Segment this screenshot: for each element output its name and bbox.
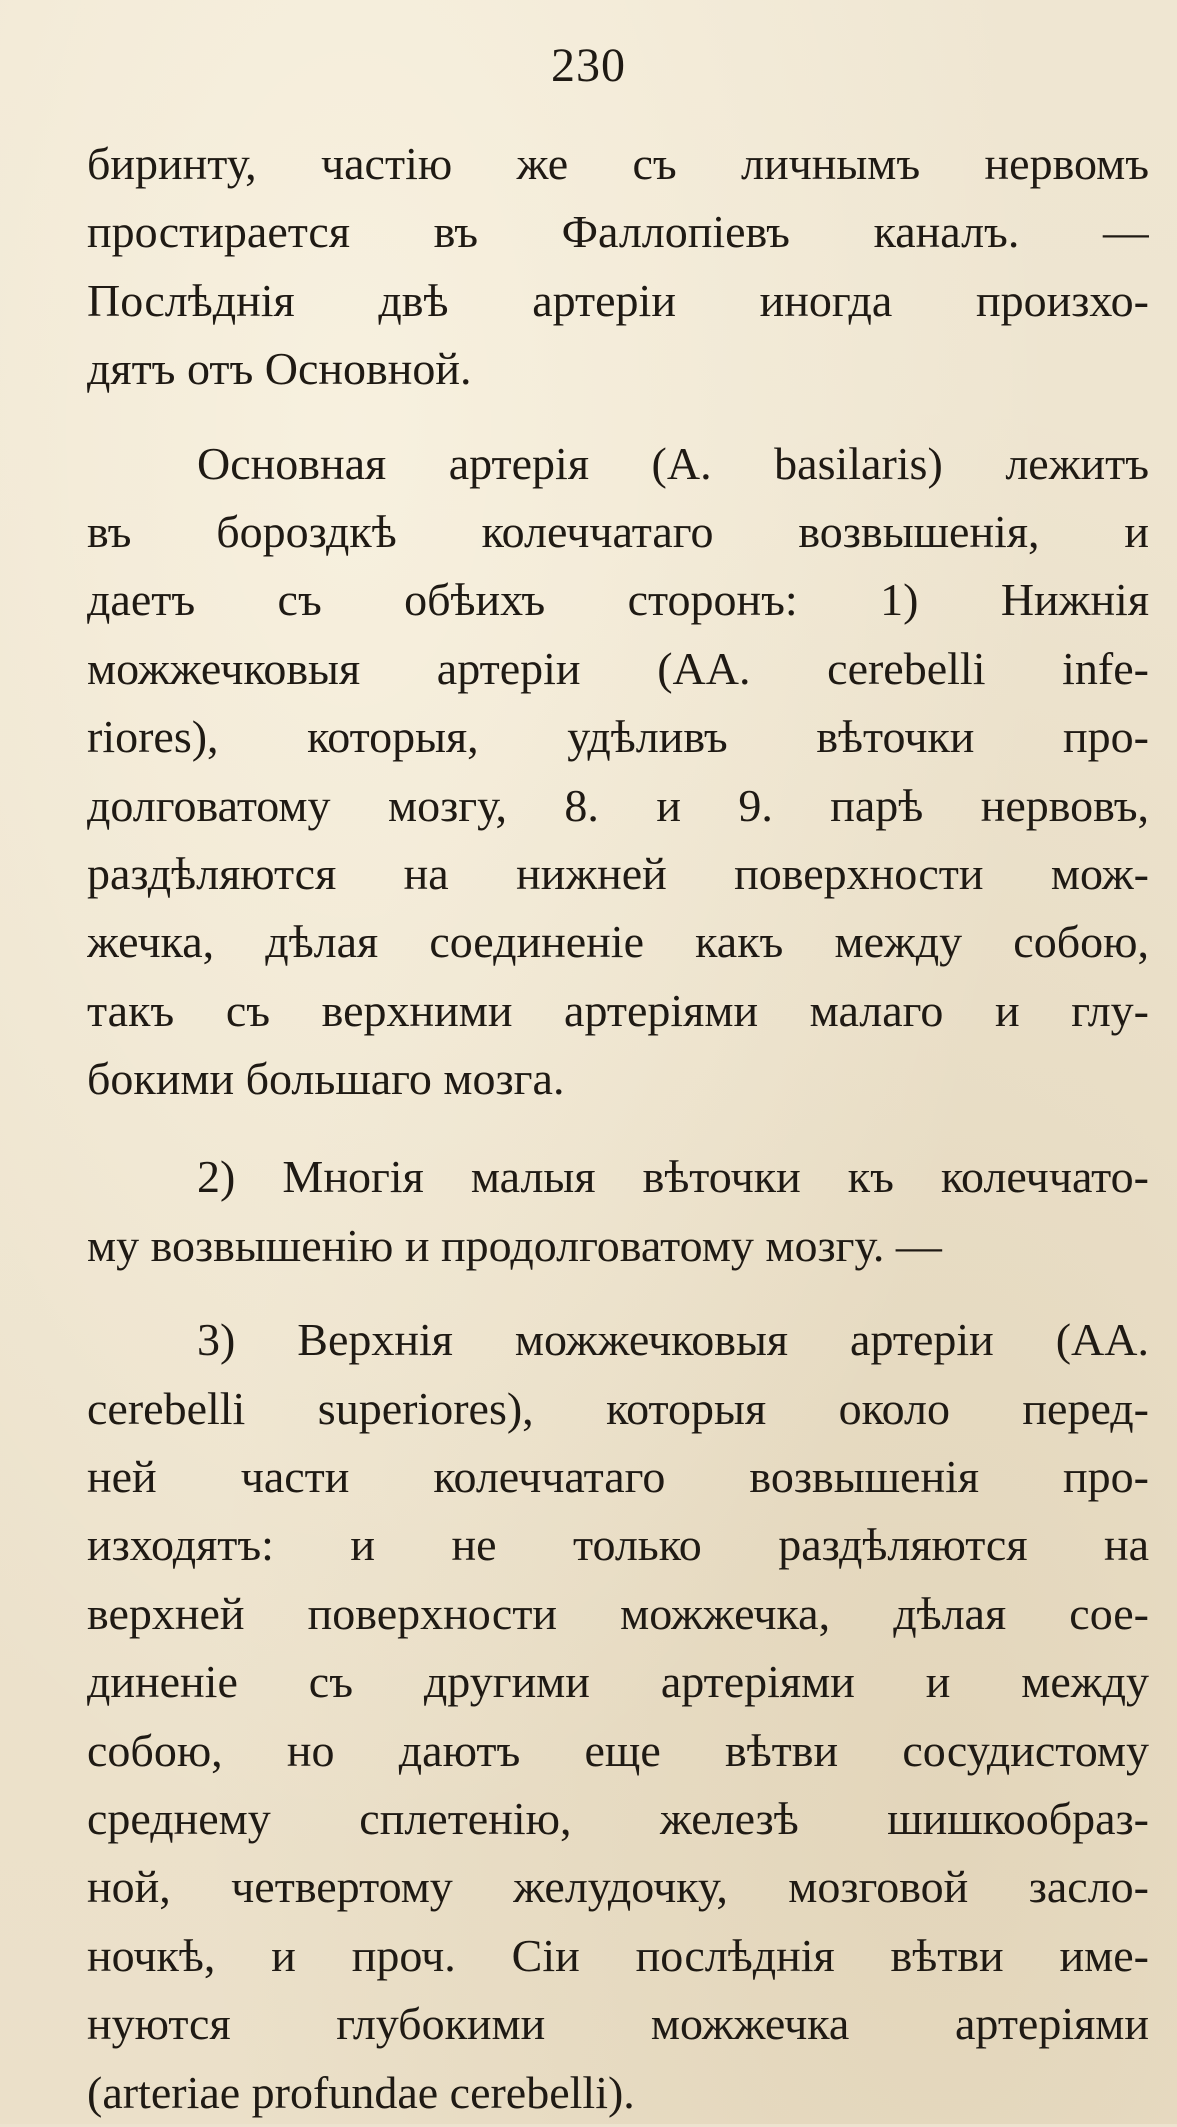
text-line: (arteriae profundae cerebelli). (87, 2066, 635, 2118)
text-line: бокими большаго мозга. (87, 1053, 565, 1105)
text-line: riores), которыя, удѣливъ вѣточки про- (87, 711, 1149, 763)
text-line: Послѣднія двѣ артеріи иногда произхо- (87, 274, 1149, 326)
page-text (87, 130, 1149, 2127)
text-line: 3) Верхнія можжечковыя артеріи (AA. (197, 1314, 1149, 1366)
text-line: раздѣляются на нижней поверхности мож- (87, 847, 1149, 899)
text-line: жечка, дѣлая соединеніе какъ между собою, (87, 916, 1149, 968)
text-line: 2) Многія малыя вѣточки къ колеччато- (197, 1151, 1149, 1203)
text-line: ной, четвертому желудочку, мозговой засло- (87, 1861, 1149, 1913)
text-line: ней части колеччатаго возвышенія про- (87, 1451, 1149, 1503)
text-line: Основная артерія (A. basilaris) лежитъ (197, 437, 1149, 489)
text-line: дятъ отъ Основной. (87, 343, 472, 395)
text-line: можжечковыя артеріи (AA. cerebelli infe- (87, 642, 1149, 694)
text-line: среднему сплетенію, железѣ шишкообраз- (87, 1792, 1149, 1844)
text-line: даетъ съ обѣихъ сторонъ: 1) Нижнія (87, 574, 1149, 626)
text-line: собою, но даютъ еще вѣтви сосудистому (87, 1724, 1149, 1776)
text-line: простирается въ Фаллопіевъ каналъ. — (87, 206, 1149, 258)
text-line: му возвышенію и продолговатому мозгу. — (87, 1219, 942, 1271)
text-line: въ бороздкѣ колеччатаго возвышенія, и (87, 505, 1149, 557)
page-number: 230 (551, 39, 626, 92)
text-line: долговатому мозгу, 8. и 9. парѣ нервовъ, (87, 779, 1149, 831)
text-line: такъ съ верхними артеріями малаго и глу- (87, 984, 1149, 1036)
text-line: диненіе съ другими артеріями и между (87, 1656, 1149, 1708)
text-line: биринту, частію же съ личнымъ нервомъ (87, 138, 1149, 189)
text-line: ночкѣ, и проч. Сіи послѣднія вѣтви име- (87, 1929, 1149, 1981)
text-line: cerebelli superiores), которыя около перед- (87, 1382, 1149, 1434)
text-line: верхней поверхности можжечка, дѣлая сое- (87, 1587, 1149, 1639)
text-line: нуются глубокими можжечка артеріями (87, 1998, 1149, 2050)
text-line: изходятъ: и не только раздѣляются на (87, 1519, 1149, 1571)
